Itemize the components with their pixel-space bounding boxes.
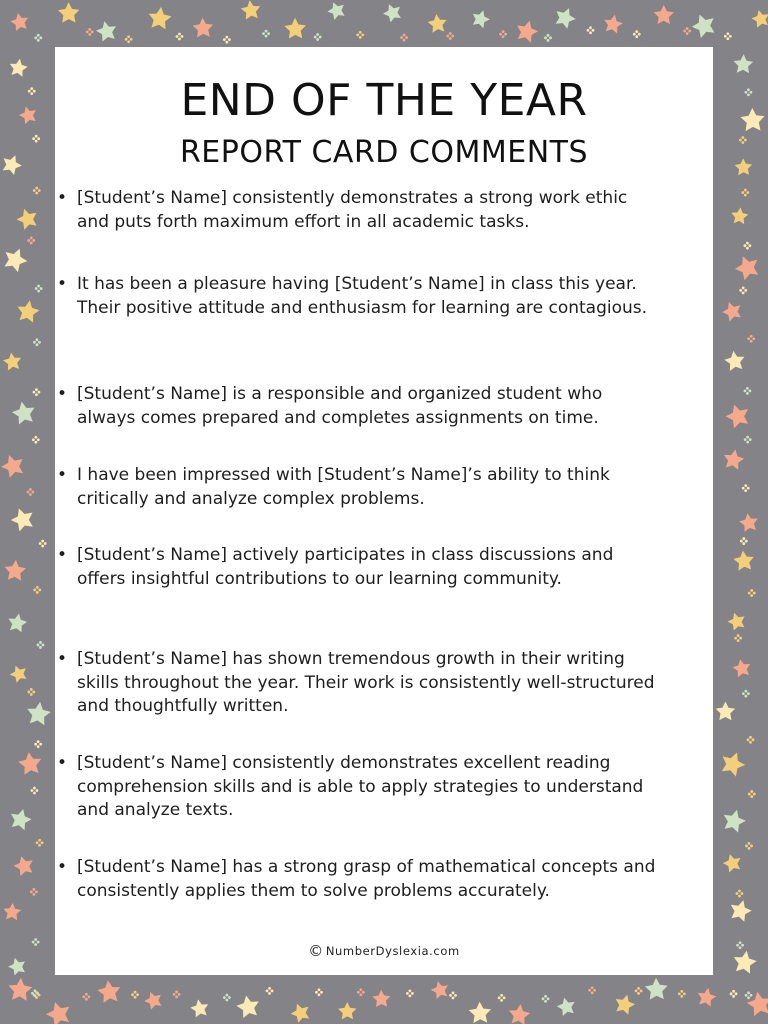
star-icon [241,0,260,19]
sparkle-icon [37,641,45,649]
sparkle-icon [39,540,47,548]
sparkle-icon [740,537,748,545]
star-icon [5,249,28,273]
star-icon [722,753,745,777]
sparkle-icon [27,688,35,696]
star-icon [372,990,390,1007]
star-icon [3,903,21,920]
star-icon [716,702,736,721]
star-icon [9,978,33,1001]
sparkle-icon [32,135,40,143]
star-icon [8,958,25,976]
star-icon [10,13,28,31]
star-icon [509,1004,530,1024]
comment-item: • I have been impressed with [Student’s Name]’s ability to think critically and analyze complex problems. [77,464,661,511]
star-icon [236,996,258,1019]
report-card-sheet [55,47,713,975]
comment-item: • [Student’s Name] consistently demonstrates a strong work ethic and puts forth maximum effort in all academic tasks. [77,187,661,234]
sparkle-icon [34,740,42,748]
star-icon [46,1002,69,1024]
sparkle-icon [745,88,753,96]
comment-item: • [Student’s Name] has a strong grasp of mathematical concepts and consistently applies them to solve problems accurately. [77,856,661,903]
sparkle-icon [33,586,41,594]
copyright-icon: © [308,942,324,960]
sparkle-icon [30,888,38,896]
star-icon [734,54,754,73]
sparkle-icon [27,237,35,245]
sparkle-icon [744,387,752,395]
star-icon [97,980,120,1003]
star-icon [144,992,161,1010]
star-icon [14,856,33,876]
star-icon [654,5,674,24]
comment-item: • [Student’s Name] is a responsible and organized student who always comes prepared and completes assignments on time. [77,383,661,430]
star-icon [692,15,715,39]
star-icon [19,106,36,124]
sparkle-icon [736,941,744,949]
star-icon [724,449,744,469]
sparkle-icon [262,30,270,38]
sparkle-icon [223,36,231,44]
sparkle-icon [86,28,94,36]
footer-credit [55,942,713,960]
star-icon [735,158,753,175]
star-icon [96,21,116,41]
sparkle-icon [357,988,365,996]
sparkle-icon [33,338,41,346]
sparkle-icon [744,436,752,444]
sparkle-icon [31,989,39,997]
star-icon [149,7,172,30]
star-icon [10,59,28,77]
sparkle-icon [683,27,691,35]
star-icon [3,155,22,175]
star-icon [735,256,758,280]
comment-item: • [Student’s Name] has shown tremendous growth in their writing skills throughout the year. Their work is consistently well-structured and thoughtfully written. [77,648,661,719]
page-title: END OF THE YEAR [180,75,588,126]
sparkle-icon [176,33,184,41]
sparkle-icon [400,34,408,42]
comment-item: • It has been a pleasure having [Student’s Name] in class this year. Their positive attitude and enthusiasm for learning are contagious. [77,273,661,320]
sparkle-icon [747,736,755,744]
star-icon [11,508,33,531]
sparkle-icon [747,335,755,343]
sparkle-icon [36,839,44,847]
star-icon [291,1004,310,1023]
sparkle-icon [33,388,41,396]
sparkle-icon [588,986,596,994]
star-icon [616,995,635,1015]
sparkle-icon [739,286,747,294]
star-icon [17,209,37,230]
sparkle-icon [741,189,749,197]
star-icon [469,1002,491,1023]
star-icon [12,402,35,425]
star-icon [338,1002,356,1019]
star-icon [734,951,757,974]
sparkle-icon [131,991,139,999]
star-icon [752,10,768,28]
star-icon [428,14,447,33]
star-icon [557,998,575,1016]
star-icon [722,302,741,322]
sparkle-icon [446,32,454,40]
star-icon [728,613,745,631]
star-icon [327,2,344,20]
star-icon [11,809,32,830]
star-icon [731,207,748,224]
comment-item: • [Student’s Name] actively participates in class discussions and offers insightful contributions to our learning community. [77,544,661,591]
star-icon [645,978,668,1000]
sparkle-icon [736,890,744,898]
star-icon [556,8,576,29]
sparkle-icon [34,34,42,42]
sparkle-icon [724,32,732,40]
star-icon [284,18,306,39]
star-icon [731,900,752,922]
sparkle-icon [32,938,40,946]
star-icon [3,353,21,371]
star-icon [383,4,401,22]
sparkle-icon [31,787,39,795]
star-icon [517,21,538,43]
footer-brand: NumberDyslexia.com [325,944,460,958]
star-icon [18,300,40,322]
star-icon [58,2,79,22]
sparkle-icon [406,989,414,997]
star-icon [190,999,208,1017]
star-icon [723,854,741,872]
star-icon [604,15,623,34]
star-icon [193,18,214,38]
sparkle-icon [266,987,274,995]
sparkle-icon [587,26,595,34]
sparkle-icon [748,790,756,798]
sparkle-icon [730,990,738,998]
sparkle-icon [544,34,552,42]
comment-item: • [Student’s Name] consistently demonstrates excellent reading comprehension skills and is able to apply strategies to understand and analyze texts. [77,752,661,823]
star-icon [5,560,27,581]
sparkle-icon [33,187,41,195]
sparkle-icon [739,136,747,144]
sparkle-icon [315,988,323,996]
star-icon [724,351,744,371]
star-icon [740,108,764,131]
star-icon [724,810,746,833]
star-icon [27,702,51,726]
sparkle-icon [743,242,751,250]
page-subtitle: REPORT CARD COMMENTS [179,135,589,170]
sparkle-icon [748,589,756,597]
star-icon [698,988,717,1007]
star-icon [739,513,758,532]
sparkle-icon [499,30,507,38]
sparkle-icon [678,990,686,998]
star-icon [10,666,27,683]
sparkle-icon [32,436,40,444]
sparkle-icon [745,842,753,850]
star-icon [726,405,749,429]
star-icon [473,10,490,28]
sparkle-icon [83,993,91,1001]
sparkle-icon [173,990,181,998]
sparkle-icon [542,995,550,1003]
star-icon [18,752,41,775]
star-icon [1,455,23,478]
sparkle-icon [498,994,506,1002]
sparkle-icon [314,33,322,41]
sparkle-icon [356,31,364,39]
sparkle-icon [223,994,231,1002]
sparkle-icon [449,991,457,999]
star-icon [431,981,448,999]
sparkle-icon [633,30,641,38]
sparkle-icon [635,987,643,995]
star-icon [733,659,751,677]
star-icon [8,614,27,633]
sparkle-icon [27,488,35,496]
sparkle-icon [28,87,36,95]
sparkle-icon [742,690,750,698]
sparkle-icon [734,634,742,642]
star-icon [733,551,753,571]
sparkle-icon [35,285,43,293]
sparkle-icon [745,991,753,999]
sparkle-icon [125,35,133,43]
sparkle-icon [742,484,750,492]
